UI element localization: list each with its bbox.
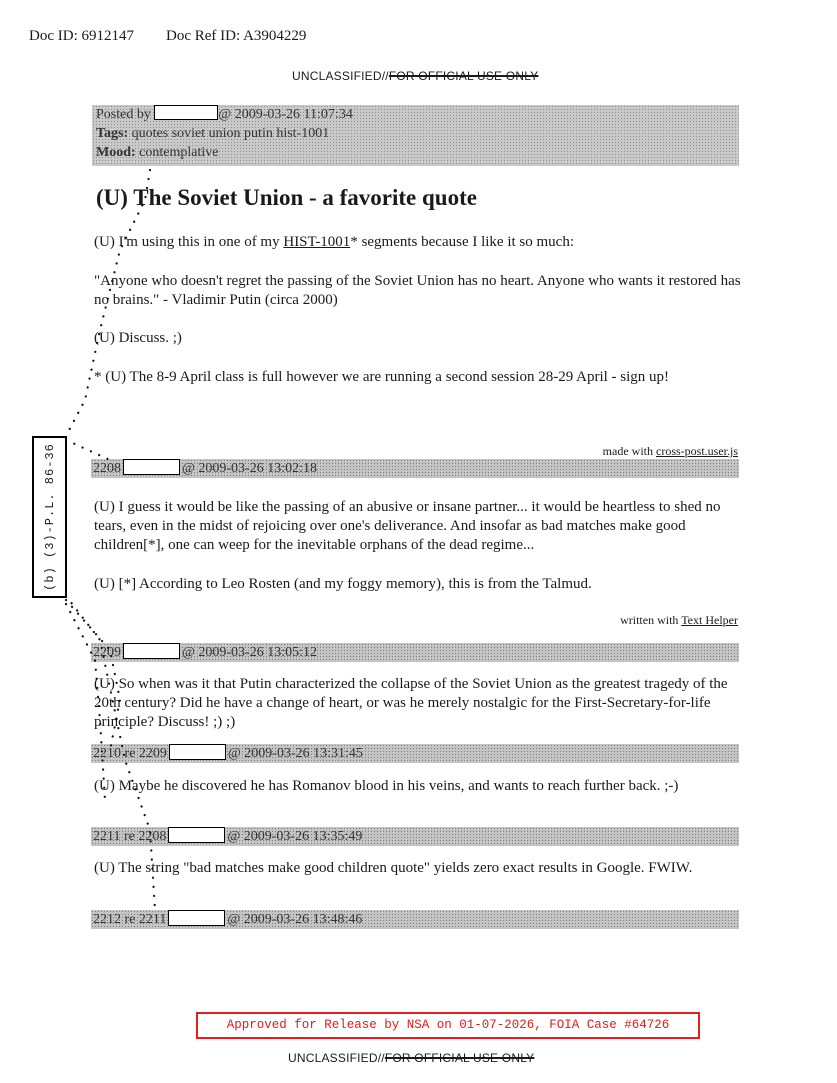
classification-prefix: UNCLASSIFIED// xyxy=(288,1051,385,1065)
comment-timestamp: @ 2009-03-26 13:05:12 xyxy=(182,645,317,660)
leader-line xyxy=(66,596,155,910)
leader-line xyxy=(66,604,105,800)
leader-line xyxy=(66,170,150,436)
post-paragraph-4: * (U) The 8-9 April class is full however we are running a second session 28-29 April - sign up! xyxy=(94,369,670,385)
hist-1001-link[interactable]: HIST-1001 xyxy=(283,234,351,250)
comment-paragraph: (U) I guess it would be like the passing of an abusive or insane partner... it would be heartless to shed no tears, even in the midst of rejoicing over one's deliverance. And insofar as bad matches make good children[*], one can weep for the inevitable orphans of the dead regime... xyxy=(94,499,721,553)
comment-paragraph: (U) The string "bad matches make good children quote" yields zero exact results in Google. FWIW. xyxy=(94,860,693,876)
comment-timestamp: @ 2009-03-26 13:31:45 xyxy=(227,746,363,761)
exemption-label: (b) (3)-P.L. 86-36 xyxy=(42,443,57,591)
post-paragraph-2: "Anyone who doesn't regret the passing of the Soviet Union has no heart. Anyone who wants it restored has no brains." - Vladimir Putin (circa 2000) xyxy=(94,273,741,308)
comment-id: 2210 re 2209 xyxy=(93,746,167,761)
p1-before: (U) I'm using this in one of my xyxy=(94,234,284,250)
classification-banner-bottom xyxy=(288,1051,534,1065)
comment-timestamp: @ 2009-03-26 13:48:46 xyxy=(227,912,363,927)
p1-after: * segments because I like it so much: xyxy=(350,234,575,250)
comment-paragraph: (U) So when was it that Putin characterized the collapse of the Soviet Union as the greatest tragedy of the 20th century? Did he have a change of heart, or was he merely nostalgic for the First-Secretary-for-life principle? Discuss! ;) ;) xyxy=(94,676,728,730)
text-helper-link[interactable]: Text Helper xyxy=(681,613,738,627)
classification-struck: FOR OFFICIAL USE ONLY xyxy=(388,69,539,83)
written-with-prefix: written with xyxy=(620,613,682,627)
made-with-prefix: made with xyxy=(602,444,656,458)
approval-stamp: Approved for Release by NSA on 01-07-2026, FOIA Case #64726 xyxy=(196,1012,700,1039)
classification-struck: FOR OFFICIAL USE ONLY xyxy=(384,1051,535,1065)
leader-line xyxy=(66,440,110,460)
comment-id: 2208 xyxy=(93,461,121,476)
comment-timestamp: @ 2009-03-26 13:35:49 xyxy=(227,829,363,844)
tags: quotes soviet union putin hist-1001 xyxy=(131,126,330,141)
tags-label: Tags: xyxy=(96,126,129,141)
doc-id: Doc ID: 6912147 xyxy=(29,28,134,44)
posted-by-label: Posted by xyxy=(96,107,151,122)
comment-id: 2212 re 2211 xyxy=(93,912,167,927)
mood-label: Mood: xyxy=(96,145,136,160)
doc-ref-id: Doc Ref ID: A3904229 xyxy=(166,28,307,44)
comment-paragraph: (U) Maybe he discovered he has Romanov blood in his veins, and wants to reach further back. ;-) xyxy=(94,778,679,794)
cross-post-link[interactable]: cross-post.user.js xyxy=(656,444,738,458)
post-title: (U) The Soviet Union - a favorite quote xyxy=(96,185,477,210)
mood: contemplative xyxy=(139,145,219,160)
classification-prefix: UNCLASSIFIED// xyxy=(292,69,389,83)
comment-id: 2209 xyxy=(93,645,121,660)
posted-at: @ 2009-03-26 11:07:34 xyxy=(218,107,353,122)
comment-id: 2211 re 2208 xyxy=(93,829,167,844)
post-paragraph-3: (U) Discuss. ;) xyxy=(94,330,182,346)
comment-paragraph: (U) [*] According to Leo Rosten (and my foggy memory), this is from the Talmud. xyxy=(94,576,592,592)
comment-timestamp: @ 2009-03-26 13:02:18 xyxy=(182,461,317,476)
leader-line xyxy=(66,600,120,750)
